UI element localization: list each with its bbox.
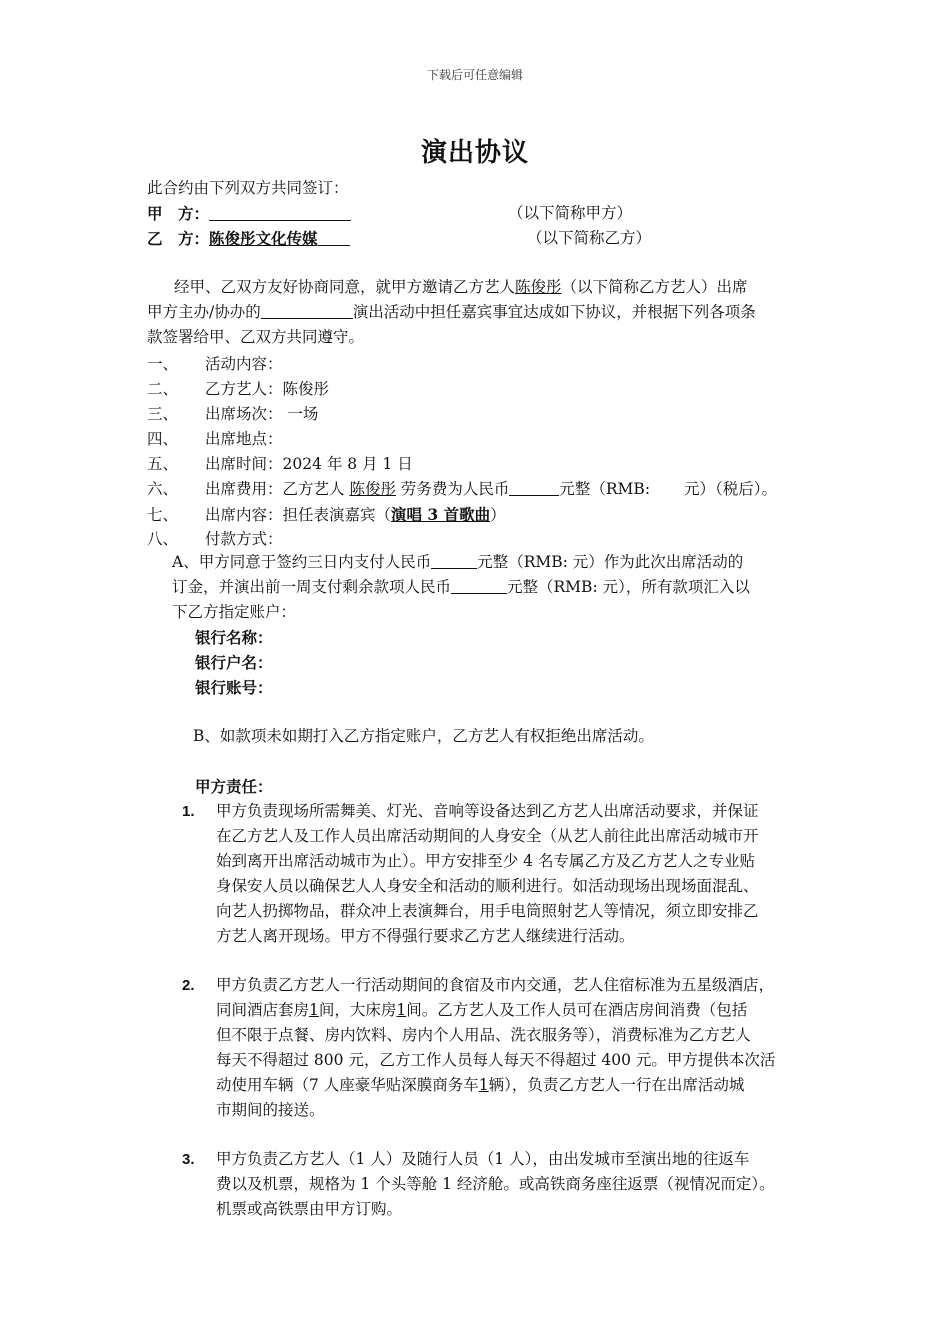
item-number: 一、 xyxy=(147,355,179,373)
item-8 xyxy=(147,527,283,552)
page-header: 下载后可任意编辑 xyxy=(426,68,523,82)
bank-holder-label: 银行户名： xyxy=(195,653,273,672)
resp-2-line xyxy=(216,1073,744,1098)
item-text: 元）（税后）。 xyxy=(684,480,778,498)
party-a-blank xyxy=(209,204,351,221)
resp-2-line: 甲方负责乙方艺人一行活动期间的食宿及市内交通，艺人住宿标准为五星级酒店， xyxy=(216,976,775,994)
artist-name: 陈俊彤 xyxy=(349,480,396,498)
payment-a-line-3: 下乙方指定账户： xyxy=(172,603,297,621)
item-2 xyxy=(147,377,329,402)
bank-name-label: 银行名称： xyxy=(195,628,273,647)
party-a-row xyxy=(147,201,351,227)
para-line-1 xyxy=(174,275,748,300)
resp-1-line: 身保安人员以确保艺人人身安全和活动的顺利进行。如活动现场出现场面混乱、 xyxy=(216,877,759,895)
resp-text: 动使用车辆（7 人座豪华贴深膜商务车 xyxy=(216,1076,479,1094)
item-5 xyxy=(147,452,413,477)
item-6 xyxy=(147,477,777,502)
item-text: 出席内容：担任表演嘉宾（ xyxy=(205,506,392,524)
resp-2-line: 市期间的接送。 xyxy=(216,1101,325,1119)
item-number: 七、 xyxy=(147,506,179,524)
payment-a-line-1 xyxy=(172,550,743,575)
para-line-3: 款签署给甲、乙双方共同遵守。 xyxy=(147,328,365,346)
item-text: 元整（RMB: xyxy=(559,480,651,498)
resp-number: 2. xyxy=(182,977,195,994)
suite-count: 1 xyxy=(309,1001,319,1019)
bank-account-label: 银行账号： xyxy=(195,678,273,697)
resp-text: 同间酒店套房 xyxy=(216,1001,310,1019)
para-text: 甲方主办/协办的 xyxy=(147,303,261,321)
resp-3-line: 机票或高铁票由甲方订购。 xyxy=(216,1200,403,1218)
resp-1-line: 甲方负责现场所需舞美、灯光、音响等设备达到乙方艺人出席活动要求，并保证 xyxy=(216,802,759,820)
resp-2-line: 但不限于点餐、房内饮料、房内个人用品、洗衣服务等），消费标准为乙方艺人 xyxy=(216,1026,751,1044)
item-text: 劳务费为人民币 xyxy=(395,480,510,498)
item-number: 五、 xyxy=(147,455,179,473)
payment-a-line-2 xyxy=(172,575,750,600)
king-room-count: 1 xyxy=(396,1001,407,1019)
item-text: 乙方艺人：陈俊彤 xyxy=(205,380,330,398)
para-text: 经甲、乙双方友好协商同意，就甲方邀请乙方艺人 xyxy=(174,278,516,296)
payment-text: 元整（RMB: 元）作为此次出席活动的 xyxy=(477,553,744,571)
resp-1-line: 在乙方艺人及工作人员出席活动期间的人身安全（从艺人前往此出席活动城市开 xyxy=(216,827,759,845)
party-b-name: 陈俊彤文化传媒 xyxy=(209,229,318,248)
balance-blank xyxy=(451,577,507,594)
item-number: 四、 xyxy=(147,430,179,448)
party-b-row xyxy=(147,226,350,252)
item-text: 出席时间：2024 年 8 月 1 日 xyxy=(205,455,413,473)
performance-content: 演唱 3 首歌曲 xyxy=(391,505,491,524)
resp-1-line: 方艺人离开现场。甲方不得强行要求乙方艺人继续进行活动。 xyxy=(216,927,635,945)
item-number: 三、 xyxy=(147,405,179,423)
party-b-note: （以下简称乙方） xyxy=(527,229,652,247)
payment-b: B、如款项未如期打入乙方指定账户，乙方艺人有权拒绝出席活动。 xyxy=(193,727,654,745)
resp-3-line: 费以及机票，规格为 1 个头等舱 1 经济舱。或高铁商务座往返票（视情况而定）。 xyxy=(216,1175,775,1193)
resp-1-line: 向艺人扔掷物品，群众冲上表演舞台，用手电筒照射艺人等情况，须立即安排乙 xyxy=(216,902,759,920)
item-number: 六、 xyxy=(147,480,179,498)
payment-text: A、甲方同意于签约三日内支付人民币 xyxy=(172,553,432,571)
resp-text: 间。乙方艺人及工作人员可在酒店房间消费（包括 xyxy=(406,1001,748,1019)
resp-number: 3. xyxy=(182,1151,195,1168)
party-a-label: 甲 方： xyxy=(147,204,210,223)
item-text: 出席场次： 一场 xyxy=(205,405,319,423)
party-a-note: （以下简称甲方） xyxy=(508,204,633,222)
artist-name: 陈俊彤 xyxy=(515,278,562,296)
event-blank xyxy=(261,302,353,319)
payment-text: 订金，并演出前一周支付剩余款项人民币 xyxy=(172,578,452,596)
para-text: （以下简称乙方艺人）出席 xyxy=(561,278,748,296)
item-text: ） xyxy=(490,506,506,524)
resp-3-line: 甲方负责乙方艺人（1 人）及随行人员（1 人），由出发城市至演出地的往返车 xyxy=(216,1150,750,1168)
item-3 xyxy=(147,402,318,427)
para-line-2 xyxy=(147,300,756,325)
resp-1-line: 始到离开出席活动城市为止）。甲方安排至少 4 名专属乙方及乙方艺人之专业贴 xyxy=(216,852,755,870)
party-b-label: 乙 方： xyxy=(147,229,210,248)
item-text: 活动内容： xyxy=(205,355,283,373)
resp-2-line: 每天不得超过 800 元，乙方工作人员每人每天不得超过 400 元。甲方提供本次活 xyxy=(216,1051,776,1069)
vehicle-count: 1 xyxy=(478,1076,489,1094)
fee-blank xyxy=(509,479,559,496)
para-text: 演出活动中担任嘉宾事宜达成如下协议，并根据下列各项条 xyxy=(352,303,756,321)
deposit-blank xyxy=(431,552,477,569)
item-number: 八、 xyxy=(147,530,179,548)
resp-text: 辆），负责乙方艺人一行在出席活动城 xyxy=(488,1076,745,1094)
intro-line: 此合约由下列双方共同签订： xyxy=(147,179,349,197)
item-4 xyxy=(147,427,283,452)
item-text: 出席费用：乙方艺人 xyxy=(205,480,350,498)
item-7 xyxy=(147,502,506,528)
item-text: 出席地点： xyxy=(205,430,283,448)
resp-number: 1. xyxy=(182,803,195,820)
payment-text: 元整（RMB: 元），所有款项汇入以 xyxy=(507,578,750,596)
party-b-blank xyxy=(318,229,350,246)
item-text: 付款方式： xyxy=(205,530,283,548)
item-1 xyxy=(147,352,283,377)
resp-text: 间，大床房 xyxy=(318,1001,397,1019)
resp-2-line xyxy=(216,998,747,1023)
resp-title: 甲方责任： xyxy=(195,777,273,796)
document-title: 演出协议 xyxy=(420,138,529,168)
item-number: 二、 xyxy=(147,380,179,398)
